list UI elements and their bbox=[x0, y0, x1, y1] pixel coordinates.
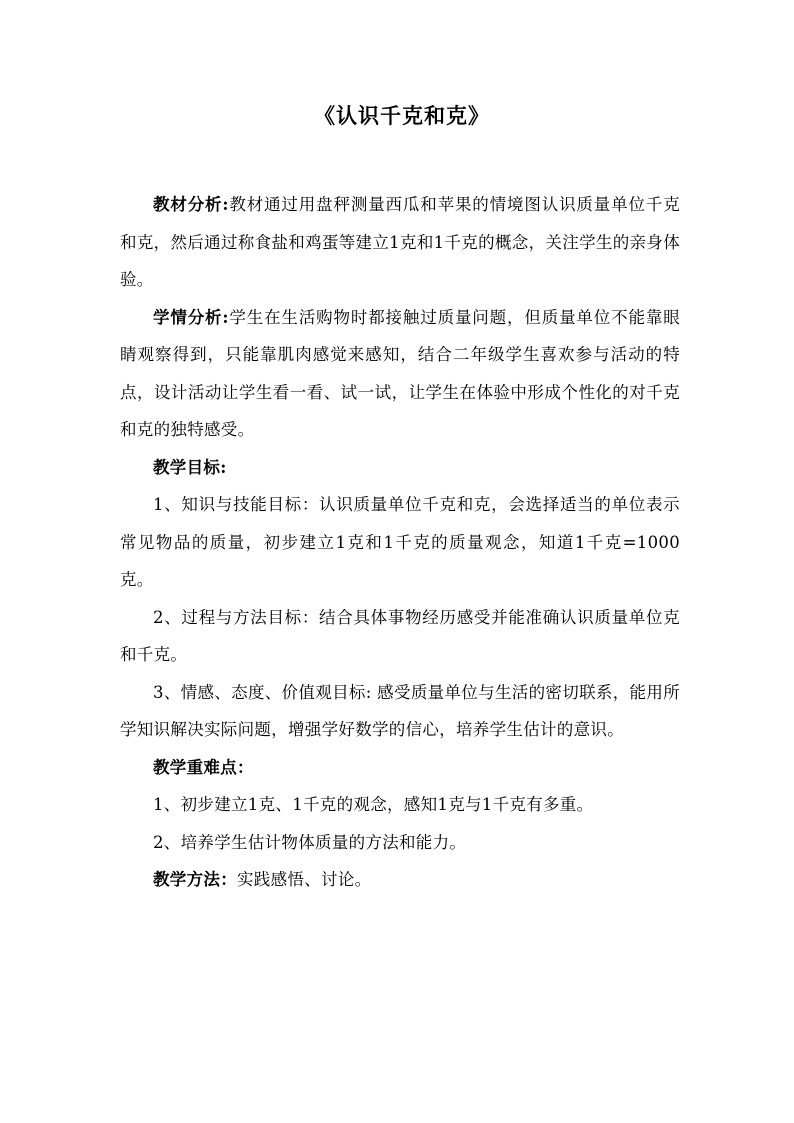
materials-analysis-text: 教材通过用盘秤测量西瓜和苹果的情境图认识质量单位千克和克，然后通过称食盐和鸡蛋等建立1克和1千克的概念，关注学生的亲身体验。 bbox=[120, 195, 680, 289]
key-point-2: 2、培养学生估计物体质量的方法和能力。 bbox=[153, 832, 467, 852]
key-points-heading: 教学重难点： bbox=[153, 757, 254, 777]
document-body bbox=[120, 186, 680, 899]
student-analysis-heading: 学情分析: bbox=[153, 307, 229, 327]
teaching-methods-text: 实践感悟、讨论。 bbox=[237, 870, 372, 889]
materials-analysis-paragraph bbox=[120, 186, 680, 299]
goal-knowledge-skills: 1、知识与技能目标：认识质量单位千克和克，会选择适当的单位表示常见物品的质量，初步建立1克和1千克的质量观念，知道1千克=1000克。 bbox=[120, 495, 680, 589]
goal-emotion-attitude: 3、情感、态度、价值观目标: 感受质量单位与生活的密切联系，能用所学知识解决实际问题，增强学好数学的信心，培养学生估计的意识。 bbox=[120, 682, 680, 739]
materials-analysis-heading: 教材分析: bbox=[153, 195, 229, 214]
teaching-methods-heading: 教学方法： bbox=[153, 870, 237, 889]
key-point-1: 1、初步建立1克、1千克的观念，感知1克与1千克有多重。 bbox=[153, 795, 594, 814]
teaching-methods-paragraph bbox=[120, 861, 680, 899]
student-analysis-paragraph bbox=[120, 299, 680, 449]
page-title: 《认识千克和克》 bbox=[314, 103, 490, 128]
goal-process-methods: 2、过程与方法目标：结合具体事物经历感受并能准确认识质量单位克和千克。 bbox=[120, 607, 680, 664]
teaching-goals-heading: 教学目标: bbox=[153, 457, 227, 477]
student-analysis-text: 学生在生活购物时都接触过质量问题，但质量单位不能靠眼睛观察得到，只能靠肌肉感觉来感知，结合二年级学生喜欢参与活动的特点，设计活动让学生看一看、试一试，让学生在体验中形成个性化的对千克和克的独特感受。 bbox=[120, 307, 680, 439]
